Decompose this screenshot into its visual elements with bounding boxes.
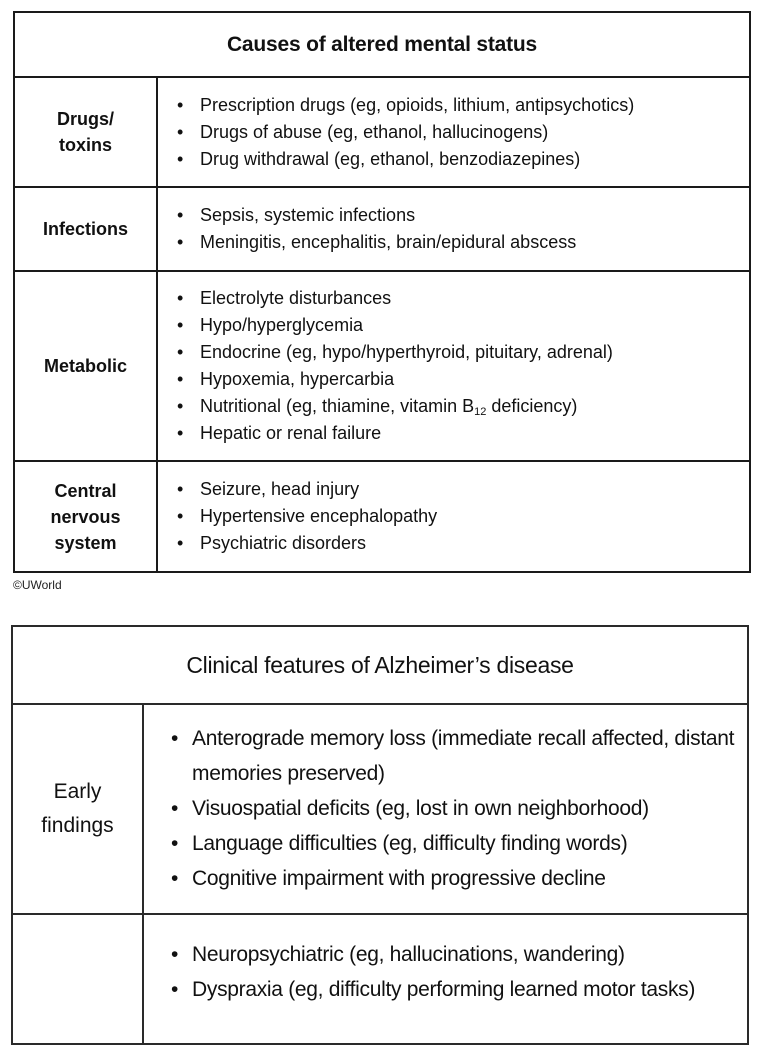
list-item: • Psychiatric disorders bbox=[173, 530, 745, 557]
list-item: • Hypoxemia, hypercarbia bbox=[173, 366, 745, 393]
table-row bbox=[13, 915, 747, 1045]
table-title: Causes of altered mental status bbox=[15, 13, 749, 78]
altered-mental-status-table bbox=[13, 11, 751, 573]
table-row bbox=[15, 188, 749, 272]
row-category bbox=[13, 915, 142, 1045]
list-item: • Hepatic or renal failure bbox=[173, 420, 745, 447]
list-item: • Anterograde memory loss (immediate recall affected, distant memories preserved) bbox=[169, 721, 743, 791]
row-items bbox=[169, 937, 743, 1007]
list-item: • Prescription drugs (eg, opioids, lithium, antipsychotics) bbox=[173, 92, 745, 119]
row-category: Metabolic bbox=[43, 356, 127, 376]
list-item: • Meningitis, encephalitis, brain/epidural abscess bbox=[173, 229, 745, 256]
list-item: • Visuospatial deficits (eg, lost in own neighborhood) bbox=[169, 791, 743, 826]
list-item: • Cognitive impairment with progressive decline bbox=[169, 861, 743, 896]
list-item: • Sepsis, systemic infections bbox=[173, 202, 745, 229]
row-category: Drugs/ toxins bbox=[56, 109, 114, 155]
row-items bbox=[173, 462, 745, 571]
item-text: Nutritional (eg, thiamine, vitamin B bbox=[200, 396, 475, 416]
row-items bbox=[173, 188, 745, 270]
item-text-suffix: deficiency) bbox=[486, 396, 578, 416]
list-item: • Neuropsychiatric (eg, hallucinations, wandering) bbox=[169, 937, 743, 972]
list-item bbox=[173, 393, 745, 420]
list-item: • Hypo/hyperglycemia bbox=[173, 312, 745, 339]
row-items bbox=[173, 272, 745, 460]
list-item: • Seizure, head injury bbox=[173, 476, 745, 503]
list-item: • Hypertensive encephalopathy bbox=[173, 503, 745, 530]
table-row bbox=[13, 705, 747, 915]
list-item: • Electrolyte disturbances bbox=[173, 285, 745, 312]
list-item: • Dyspraxia (eg, difficulty performing learned motor tasks) bbox=[169, 972, 743, 1007]
row-category: Central nervous system bbox=[50, 480, 121, 553]
list-item: • Endocrine (eg, hypo/hyperthyroid, pituitary, adrenal) bbox=[173, 339, 745, 366]
row-category: Infections bbox=[42, 219, 128, 239]
row-category: Early findings bbox=[41, 780, 114, 837]
list-item: • Drug withdrawal (eg, ethanol, benzodiazepines) bbox=[173, 146, 745, 173]
table-row bbox=[15, 78, 749, 188]
list-item: • Language difficulties (eg, difficulty finding words) bbox=[169, 826, 743, 861]
table-row bbox=[15, 272, 749, 462]
list-item: • Drugs of abuse (eg, ethanol, hallucinogens) bbox=[173, 119, 745, 146]
row-items bbox=[169, 721, 743, 896]
alzheimers-features-table bbox=[11, 625, 749, 1045]
table-row bbox=[15, 462, 749, 571]
table-title: Clinical features of Alzheimer’s disease bbox=[13, 627, 747, 705]
subscript: 12 bbox=[474, 406, 487, 418]
copyright-credit: ©UWorld bbox=[13, 578, 62, 592]
row-items bbox=[173, 78, 745, 186]
